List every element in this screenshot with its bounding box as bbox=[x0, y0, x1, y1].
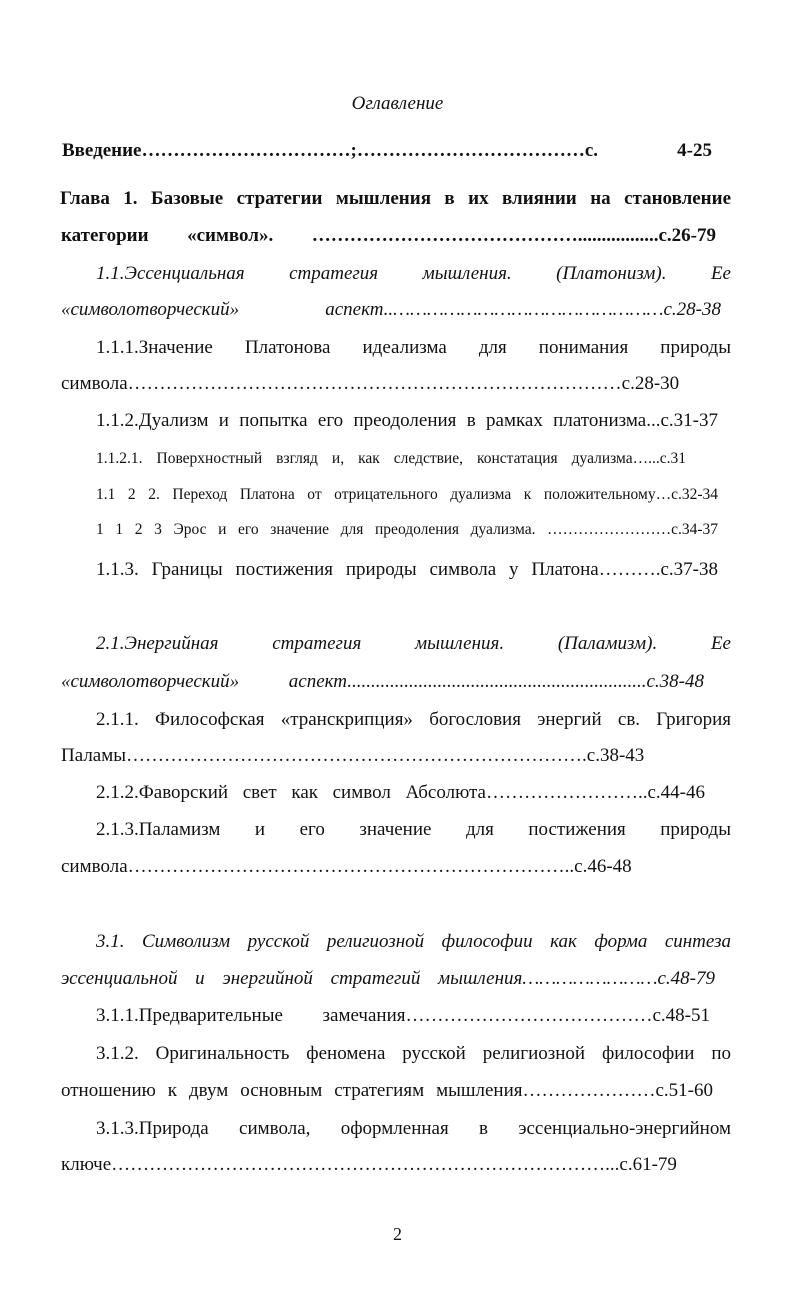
toc-entry-3-1-2-line-1: 3.1.2. Оригинальность феномена русской религиозной философии по bbox=[96, 1043, 731, 1064]
toc-entry-3-1-3-line-1: 3.1.3.Природа символа, оформленная в эссенциально-энергийном bbox=[96, 1118, 731, 1139]
toc-entry-1-1-2-1: 1.1.2.1. Поверхностный взгляд и, как следствие, констатация дуализма…...с.31 bbox=[96, 450, 686, 467]
toc-section-2-1-line-2: «символотворческий» аспект...............................................................с.38-48 bbox=[61, 671, 704, 692]
toc-entry-1-1-2: 1.1.2.Дуализм и попытка его преодоления в рамках платонизма...с.31-37 bbox=[96, 410, 718, 431]
toc-section-2-1-line-1: 2.1.Энергийная стратегия мышления. (Паламизм). Ее bbox=[96, 633, 731, 654]
page-number: 2 bbox=[393, 1224, 402, 1244]
toc-entry-1-1-2-2: 1.1 2 2. Переход Платона от отрицательного дуализма к положительному…с.32-34 bbox=[96, 486, 718, 503]
toc-section-3-1-line-1: 3.1. Символизм русской религиозной философии как форма синтеза bbox=[96, 931, 731, 952]
toc-entry-1-1-1-line-2: символа……………………………………………………………………с.28-30 bbox=[61, 373, 680, 394]
toc-entry-introduction: Введение……………………………;………………………………с. 4-25 bbox=[62, 140, 712, 161]
toc-entry-2-1-1-line-1: 2.1.1. Философская «транскрипция» богословия энергий св. Григория bbox=[96, 709, 731, 730]
toc-chapter-1-line-2: категории «символ». …………………………………….................с.26-79 bbox=[61, 225, 716, 246]
toc-section-1-1-line-2: «символотворческий» аспект..…………………………………………с.28-38 bbox=[61, 299, 721, 320]
toc-section-1-1-line-1: 1.1.Эссенциальная стратегия мышления. (Платонизм). Ее bbox=[96, 263, 731, 284]
toc-entry-2-1-3-line-2: символа……………………………………………………………..с.46-48 bbox=[61, 856, 632, 877]
toc-section-3-1-line-2: эссенциальной и энергийной стратегий мышления……………………с.48-79 bbox=[61, 968, 715, 989]
toc-entry-1-1-3: 1.1.3. Границы постижения природы символа у Платона……….с.37-38 bbox=[96, 559, 718, 580]
toc-entry-1-1-1-line-1: 1.1.1.Значение Платонова идеализма для понимания природы bbox=[96, 337, 731, 358]
toc-entry-3-1-1: 3.1.1.Предварительные замечания…………………………………с.48-51 bbox=[96, 1005, 710, 1026]
toc-entry-2-1-2: 2.1.2.Фаворский свет как символ Абсолюта……………………..с.44-46 bbox=[96, 782, 705, 803]
toc-entry-2-1-1-line-2: Паламы……………………………………………………………….с.38-43 bbox=[61, 745, 645, 766]
toc-entry-2-1-3-line-1: 2.1.3.Паламизм и его значение для постижения природы bbox=[96, 819, 731, 840]
toc-entry-3-1-2-line-2: отношению к двум основным стратегиям мышления…………………с.51-60 bbox=[61, 1080, 713, 1101]
toc-entry-1-1-2-3: 1 1 2 3 Эрос и его значение для преодоления дуализма. ……………………с.34-37 bbox=[96, 521, 718, 538]
toc-chapter-1-line-1: Глава 1. Базовые стратегии мышления в их влиянии на становление bbox=[60, 188, 731, 209]
toc-title: Оглавление bbox=[351, 93, 444, 114]
toc-entry-3-1-3-line-2: ключе……………………………………………………………………...с.61-79 bbox=[61, 1154, 677, 1175]
